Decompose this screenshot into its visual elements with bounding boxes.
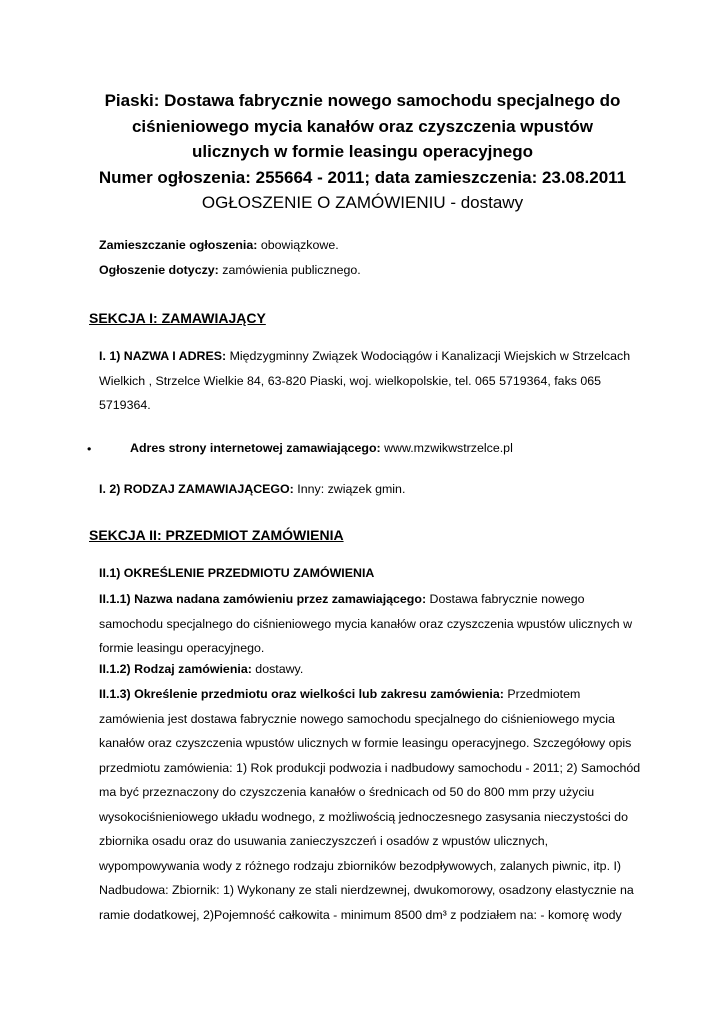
description-line-5: ma być przeznaczony do czyszczenia kanałów o średnicach od 50 do 800 mm przy użyciu bbox=[99, 785, 595, 799]
name-address-line-2: Wielkich , Strzelce Wielkie 84, 63-820 Piaski, woj. wielkopolskie, tel. 065 5719364, faks 065 bbox=[99, 373, 602, 388]
authority-type-line bbox=[99, 482, 405, 496]
title-line-2: ciśnieniowego mycia kanałów oraz czyszczenia wpustów bbox=[131, 116, 594, 136]
website-value[interactable]: www.mzwikwstrzelce.pl bbox=[380, 441, 513, 455]
contract-name-line-2: samochodu specjalnego do ciśnieniowego mycia kanałów oraz czyszczenia wpustów ulicznych w bbox=[99, 616, 633, 631]
description-line-3: kanałów oraz czyszczenia wpustów ulicznych w formie leasingu operacyjnego. Szczegółowy opis bbox=[99, 736, 632, 750]
authority-type-value: Inny: związek gmin. bbox=[293, 482, 406, 496]
announcement-number: Numer ogłoszenia: 255664 - 2011; data zamieszczenia: 23.08.2011 bbox=[98, 167, 627, 187]
name-address-label: I. 1) NAZWA I ADRES: bbox=[99, 349, 227, 363]
description-line-10: ramie dodatkowej, 2)Pojemność całkowita - minimum 8500 dm³ z podziałem na: - komorę wody bbox=[99, 907, 622, 922]
description-line-8: wypompowywania wody z różnego rodzaju zbiorników bezodpływowych, zalanych piwnic, itp. I) bbox=[99, 858, 622, 873]
description-line-2: zamówienia jest dostawa fabrycznie nowego samochodu specjalnego do ciśnieniowego mycia bbox=[99, 711, 615, 726]
website-label: Adres strony internetowej zamawiającego: bbox=[130, 441, 381, 455]
contract-kind-label: II.1.2) Rodzaj zamówienia: bbox=[99, 662, 252, 676]
contract-kind-line bbox=[99, 662, 303, 676]
contract-name-label: II.1.1) Nazwa nadana zamówieniu przez zamawiającego: bbox=[99, 592, 427, 606]
announcement-type: OGŁOSZENIE O ZAMÓWIENIU - dostawy bbox=[201, 193, 524, 212]
description-line-9: Nadbudowa: Zbiornik: 1) Wykonany ze stali nierdzewnej, dwukomorowy, osadzony elastycznie na bbox=[99, 883, 634, 897]
section-2-heading: SEKCJA II: PRZEDMIOT ZAMÓWIENIA bbox=[89, 527, 344, 543]
name-address-line-3: 5719364. bbox=[99, 398, 151, 412]
publish-label: Zamieszczanie ogłoszenia: bbox=[99, 238, 258, 252]
title-line-3: ulicznych w formie leasingu operacyjnego bbox=[191, 142, 534, 161]
publish-value: obowiązkowe. bbox=[257, 238, 339, 252]
title-line-1: Piaski: Dostawa fabrycznie nowego samochodu specjalnego do bbox=[104, 91, 621, 110]
description-line-4: przedmiotu zamówienia: 1) Rok produkcji podwozia i nadbudowy samochodu - 2011; 2) Samochód bbox=[99, 760, 641, 775]
contract-name bbox=[99, 587, 632, 661]
description-line-6: wysokociśnieniowego układu wodnego, z możliwością jednoczesnego zasysania nieczystości do bbox=[99, 809, 628, 824]
name-address-line-1: Międzygminny Związek Wodociągów i Kanalizacji Wiejskich w Strzelcach bbox=[226, 349, 631, 363]
description-line-1: Przedmiotem bbox=[503, 687, 581, 701]
bullet-marker: • bbox=[87, 442, 92, 456]
description-line-7: zbiornika osadu oraz do usuwania zanieczyszczeń i osadów z wpustów ulicznych, bbox=[99, 834, 549, 848]
contract-kind-value: dostawy. bbox=[251, 662, 304, 676]
contract-description-label: II.1.3) Określenie przedmiotu oraz wielkości lub zakresu zamówienia: bbox=[99, 687, 504, 701]
publish-obligation bbox=[99, 238, 339, 252]
subject-heading: II.1) OKREŚLENIE PRZEDMIOTU ZAMÓWIENIA bbox=[99, 566, 375, 580]
contract-name-line-1: Dostawa fabrycznie nowego bbox=[426, 592, 585, 606]
contract-description bbox=[99, 682, 640, 927]
concerns-line bbox=[99, 263, 361, 277]
authority-type-label: I. 2) RODZAJ ZAMAWIAJĄCEGO: bbox=[99, 482, 294, 496]
contracting-authority-address bbox=[99, 344, 630, 418]
section-1-heading: SEKCJA I: ZAMAWIAJĄCY bbox=[89, 310, 266, 326]
concerns-label: Ogłoszenie dotyczy: bbox=[99, 263, 219, 277]
contract-name-line-3: formie leasingu operacyjnego. bbox=[99, 641, 265, 655]
website-line bbox=[130, 441, 513, 455]
document-title bbox=[60, 88, 665, 216]
concerns-value: zamówienia publicznego. bbox=[218, 263, 361, 277]
